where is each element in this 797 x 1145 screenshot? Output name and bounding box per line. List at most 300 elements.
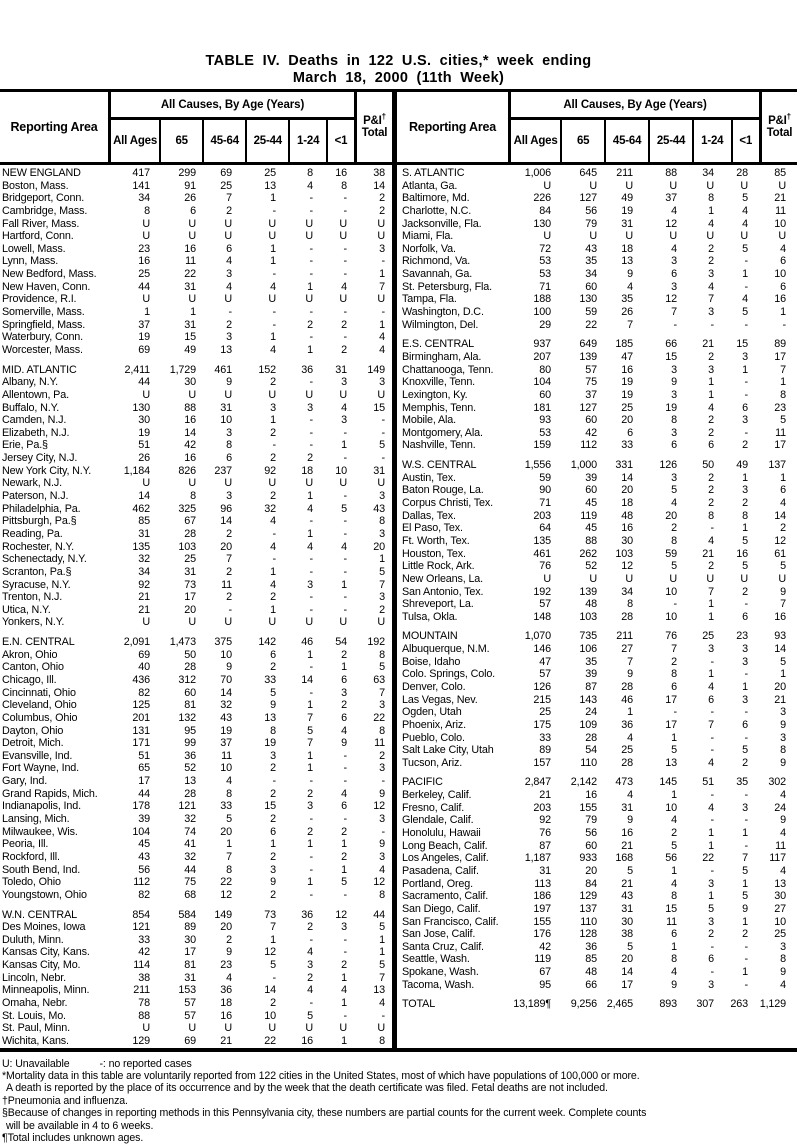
city-name-cell: San Jose, Calif.: [402, 928, 476, 941]
legend-dash: -: no reported cases: [99, 1057, 192, 1070]
value-cell: 2: [708, 928, 714, 941]
value-cell: 10: [665, 801, 677, 814]
value-cell: 171: [132, 737, 150, 750]
value-cell: 20: [621, 414, 633, 427]
value-cell: 4: [307, 540, 313, 553]
value-cell: -: [673, 706, 677, 719]
value-cell: 76: [539, 827, 551, 840]
value-cell: 16: [621, 363, 633, 376]
value-cell: 4: [708, 801, 714, 814]
value-cell: 69: [220, 167, 232, 179]
value-cell: 11: [185, 255, 196, 268]
value-cell: 7: [780, 363, 786, 376]
value-cell: 1: [780, 376, 786, 389]
value-cell: 16: [220, 1009, 232, 1022]
value-cell: 7: [671, 643, 677, 656]
pi-label: P&I†: [363, 112, 386, 127]
age-header-boxes: [111, 117, 354, 162]
city-name-cell: Memphis, Tenn.: [402, 401, 476, 414]
table-row: [0, 331, 392, 344]
value-cell: 933: [579, 852, 597, 865]
value-cell: 4: [307, 179, 313, 192]
value-cell: 4: [708, 680, 714, 693]
value-cell: U: [268, 477, 276, 490]
table-row: [397, 439, 797, 452]
value-cell: -: [343, 515, 347, 528]
value-cell: 1: [226, 838, 232, 851]
value-cell: 5: [627, 940, 633, 953]
table-row: [0, 800, 392, 813]
value-cell: 176: [533, 928, 551, 941]
city-name-cell: Columbus, Ohio: [2, 711, 78, 724]
city-name-cell: Des Moines, Iowa: [2, 921, 86, 934]
value-cell: 45: [585, 497, 597, 510]
value-cell: 30: [621, 534, 633, 547]
value-cell: 436: [132, 673, 150, 686]
value-cell: 43: [621, 890, 633, 903]
value-cell: 1: [742, 827, 748, 840]
value-cell: 64: [539, 522, 551, 535]
value-cell: 145: [659, 776, 677, 789]
table-row: [0, 687, 392, 700]
value-cell: 14: [774, 509, 786, 522]
value-cell: 15: [264, 800, 276, 813]
city-name-cell: Worcester, Mass.: [2, 343, 83, 356]
value-cell: 3: [708, 268, 714, 281]
value-cell: 2: [307, 971, 313, 984]
value-cell: 31: [220, 401, 232, 414]
value-cell: U: [305, 217, 313, 230]
value-cell: 2,091: [123, 636, 150, 649]
table-row: [0, 851, 392, 864]
value-cell: 197: [533, 902, 551, 915]
value-cell: U: [188, 230, 196, 243]
value-cell: 44: [373, 908, 385, 921]
value-cell: 84: [539, 204, 551, 217]
value-cell: 4: [742, 204, 748, 217]
value-cell: 37: [585, 388, 597, 401]
value-cell: 9: [627, 814, 633, 827]
value-cell: 24: [774, 801, 786, 814]
value-cell: 12: [335, 908, 347, 921]
value-cell: -: [343, 204, 347, 217]
value-cell: 1: [307, 762, 313, 775]
value-cell: 1: [379, 318, 385, 331]
value-cell: 2: [341, 343, 347, 356]
value-cell: 5: [270, 959, 276, 972]
region-section: [397, 338, 797, 452]
value-cell: 7: [226, 850, 232, 863]
value-cell: 92: [264, 464, 276, 477]
value-cell: 8: [190, 490, 196, 503]
value-cell: -: [309, 686, 313, 699]
value-cell: 18: [621, 497, 633, 510]
pi-total-header: [759, 92, 797, 162]
value-cell: 3: [780, 731, 786, 744]
value-cell: 7: [708, 585, 714, 598]
city-name-cell: Seattle, Wash.: [402, 953, 470, 966]
table-row: [0, 344, 392, 357]
value-cell: U: [268, 388, 276, 401]
value-cell: 75: [585, 376, 597, 389]
value-cell: 10: [774, 217, 786, 230]
value-cell: 5: [379, 921, 385, 934]
value-cell: 1: [708, 610, 714, 623]
value-cell: U: [543, 230, 551, 243]
value-cell: 2: [708, 484, 714, 497]
value-cell: U: [305, 477, 313, 490]
table-row: [0, 205, 392, 218]
city-name-cell: Austin, Tex.: [402, 471, 456, 484]
value-cell: 34: [138, 192, 150, 205]
value-cell: 59: [585, 306, 597, 319]
value-cell: 142: [258, 636, 276, 649]
table-row: [0, 972, 392, 985]
value-cell: -: [309, 376, 313, 389]
value-cell: 1: [742, 877, 748, 890]
value-cell: 146: [533, 643, 551, 656]
city-name-cell: Baton Rouge, La.: [402, 484, 484, 497]
value-cell: 159: [533, 439, 551, 452]
value-cell: U: [706, 572, 714, 585]
value-cell: 63: [373, 673, 385, 686]
value-cell: 19: [621, 376, 633, 389]
value-cell: 2: [270, 888, 276, 901]
col-header-65: 65: [562, 120, 606, 162]
value-cell: 57: [585, 363, 597, 376]
region-name-cell: W.N. CENTRAL: [2, 908, 77, 921]
value-cell: 3: [671, 426, 677, 439]
value-cell: 203: [533, 509, 551, 522]
value-cell: 21: [621, 877, 633, 890]
table-row: [397, 192, 797, 205]
table-row: [397, 916, 797, 929]
value-cell: 36: [220, 984, 232, 997]
footnote-line: will be available in 4 to 6 weeks.: [6, 1119, 154, 1132]
value-cell: U: [339, 477, 347, 490]
value-cell: U: [778, 572, 786, 585]
value-cell: 30: [138, 414, 150, 427]
table-row: [397, 814, 797, 827]
value-cell: 1,729: [169, 363, 196, 376]
table-row: [0, 180, 392, 193]
value-cell: 39: [138, 813, 150, 826]
value-cell: 3: [341, 376, 347, 389]
value-cell: 44: [138, 280, 150, 293]
value-cell: 80: [539, 363, 551, 376]
value-cell: 43: [220, 711, 232, 724]
value-cell: -: [343, 762, 347, 775]
footnote-line: A death is reported by the place of its occurrence and by the week that the death certificate was filed. Fetal deaths are not included.: [6, 1082, 608, 1095]
table-row: [0, 465, 392, 478]
value-cell: 2: [270, 850, 276, 863]
table-row: [0, 649, 392, 662]
table-left-half: [0, 89, 392, 1048]
value-cell: U: [142, 1022, 150, 1035]
value-cell: 10: [220, 414, 232, 427]
value-cell: 3: [379, 762, 385, 775]
value-cell: 16: [184, 452, 196, 465]
table-row: [0, 553, 392, 566]
value-cell: 207: [533, 350, 551, 363]
value-cell: 2: [671, 522, 677, 535]
pi-total-label: Total: [361, 127, 388, 139]
value-cell: 4: [341, 724, 347, 737]
city-name-cell: Las Vegas, Nev.: [402, 693, 478, 706]
value-cell: 52: [184, 762, 196, 775]
col-header-under-1: <1: [334, 134, 348, 147]
value-cell: 2,142: [570, 776, 597, 789]
value-cell: 11: [666, 915, 677, 928]
value-cell: 35: [585, 255, 597, 268]
col-header-45-64: 45-64: [606, 120, 650, 162]
city-name-cell: Reading, Pa.: [2, 527, 63, 540]
city-name-cell: Wichita, Kans.: [2, 1034, 69, 1047]
value-cell: -: [673, 598, 677, 611]
footnote-line: *Mortality data in this table are voluntarily reported from 122 cities in the United States, most of which have populations of 100,000 or more.: [2, 1069, 640, 1082]
value-cell: 4: [379, 863, 385, 876]
value-cell: 60: [585, 839, 597, 852]
value-cell: 262: [579, 547, 597, 560]
value-cell: 4: [226, 255, 232, 268]
value-cell: 5: [780, 414, 786, 427]
value-cell: 28: [736, 167, 748, 179]
city-name-cell: San Antonio, Tex.: [402, 585, 484, 598]
value-cell: 1: [307, 343, 313, 356]
city-name-cell: Chicago, Ill.: [2, 673, 57, 686]
table-row: [0, 490, 392, 503]
city-name-cell: Cincinnati, Ohio: [2, 686, 76, 699]
value-cell: 54: [335, 636, 347, 649]
table-row: [397, 706, 797, 719]
value-cell: 25: [774, 928, 786, 941]
value-cell: 29: [539, 318, 551, 331]
value-cell: U: [224, 616, 232, 629]
value-cell: 49: [621, 192, 633, 205]
value-cell: 4: [780, 789, 786, 802]
value-cell: 203: [533, 801, 551, 814]
value-cell: 1: [270, 414, 276, 427]
value-cell: -: [744, 731, 748, 744]
value-cell: 48: [585, 598, 597, 611]
value-cell: -: [309, 565, 313, 578]
value-cell: 11: [221, 749, 232, 762]
value-cell: 8: [671, 534, 677, 547]
value-cell: 1: [708, 839, 714, 852]
value-cell: 21: [138, 591, 150, 604]
value-cell: 31: [184, 565, 196, 578]
value-cell: 121: [178, 800, 196, 813]
value-cell: -: [309, 661, 313, 674]
value-cell: -: [744, 598, 748, 611]
value-cell: 4: [780, 978, 786, 991]
value-cell: 33: [264, 673, 276, 686]
table-row: [397, 414, 797, 427]
table-row: [397, 643, 797, 656]
value-cell: 1: [341, 863, 347, 876]
value-cell: -: [228, 306, 232, 319]
value-cell: 192: [533, 585, 551, 598]
value-cell: 137: [579, 902, 597, 915]
city-name-cell: Hartford, Conn.: [2, 230, 74, 243]
value-cell: 31: [138, 527, 150, 540]
city-name-cell: Milwaukee, Wis.: [2, 825, 78, 838]
value-cell: 26: [621, 306, 633, 319]
value-cell: 51: [702, 776, 714, 789]
footnote: [0, 1095, 797, 1107]
value-cell: 37: [665, 192, 677, 205]
value-cell: 14: [138, 490, 150, 503]
value-cell: 15: [373, 401, 385, 414]
value-cell: 110: [580, 915, 597, 928]
value-cell: 3: [341, 414, 347, 427]
region-name-cell: PACIFIC: [402, 776, 443, 789]
value-cell: 4: [780, 827, 786, 840]
value-cell: 13,189¶: [513, 998, 551, 1011]
value-cell: 5: [671, 744, 677, 757]
value-cell: 21: [621, 839, 633, 852]
table-row: [397, 319, 797, 332]
value-cell: 33: [621, 439, 633, 452]
value-cell: 25: [264, 167, 276, 179]
value-cell: 17: [184, 946, 196, 959]
city-name-cell: Springfield, Mass.: [2, 318, 86, 331]
table-row: [397, 878, 797, 891]
value-cell: -: [343, 603, 347, 616]
value-cell: 4: [307, 984, 313, 997]
city-name-cell: Fresno, Calif.: [402, 801, 465, 814]
value-cell: U: [377, 230, 385, 243]
value-cell: 19: [621, 388, 633, 401]
value-cell: 8: [671, 668, 677, 681]
city-name-cell: Yonkers, N.Y.: [2, 616, 65, 629]
value-cell: 5: [627, 864, 633, 877]
value-cell: 8: [379, 888, 385, 901]
col-header-1-24: 1-24: [694, 120, 732, 162]
value-cell: U: [778, 179, 786, 192]
value-cell: 60: [585, 280, 597, 293]
value-cell: 2: [708, 414, 714, 427]
city-name-cell: Pasadena, Calif.: [402, 864, 479, 877]
value-cell: 2: [379, 749, 385, 762]
value-cell: 34: [702, 167, 714, 179]
value-cell: 8: [671, 890, 677, 903]
city-name-cell: Detroit, Mich.: [2, 737, 64, 750]
value-cell: -: [343, 306, 347, 319]
value-cell: 155: [533, 915, 551, 928]
value-cell: 126: [659, 459, 677, 472]
value-cell: -: [343, 749, 347, 762]
reporting-area-header: Reporting Area: [0, 92, 111, 162]
value-cell: 8: [671, 953, 677, 966]
value-cell: 854: [132, 908, 150, 921]
value-cell: 57: [539, 598, 551, 611]
value-cell: 16: [585, 789, 597, 802]
value-cell: 113: [534, 877, 551, 890]
city-name-cell: Trenton, N.J.: [2, 591, 63, 604]
value-cell: 1: [742, 680, 748, 693]
value-cell: 84: [585, 877, 597, 890]
value-cell: 27: [621, 643, 633, 656]
table-row: [397, 535, 797, 548]
value-cell: 461: [533, 547, 551, 560]
value-cell: 4: [270, 540, 276, 553]
value-cell: U: [740, 179, 748, 192]
value-cell: 4: [671, 814, 677, 827]
value-cell: 27: [774, 902, 786, 915]
value-cell: 1: [379, 553, 385, 566]
value-cell: 8: [742, 509, 748, 522]
value-cell: U: [339, 217, 347, 230]
value-cell: -: [710, 706, 714, 719]
region-section: [397, 167, 797, 331]
value-cell: U: [305, 616, 313, 629]
value-cell: 1,473: [169, 636, 196, 649]
value-cell: U: [188, 477, 196, 490]
value-cell: 13: [665, 756, 677, 769]
table-row: [397, 402, 797, 415]
value-cell: 93: [774, 630, 786, 643]
table-row: [397, 611, 797, 624]
value-cell: -: [272, 775, 276, 788]
value-cell: U: [339, 388, 347, 401]
value-cell: 20: [373, 540, 385, 553]
value-cell: -: [710, 814, 714, 827]
value-cell: 1,070: [524, 630, 551, 643]
value-cell: 57: [539, 668, 551, 681]
value-cell: 4: [307, 502, 313, 515]
value-cell: 3: [379, 376, 385, 389]
value-cell: 54: [585, 744, 597, 757]
value-cell: 31: [373, 464, 385, 477]
city-name-cell: Baltimore, Md.: [402, 192, 470, 205]
value-cell: 1: [341, 661, 347, 674]
value-cell: 5: [742, 744, 748, 757]
value-cell: 85: [138, 515, 150, 528]
value-cell: 3: [379, 813, 385, 826]
value-cell: 1: [708, 388, 714, 401]
value-cell: 8: [226, 439, 232, 452]
value-cell: 31: [539, 864, 551, 877]
value-cell: 19: [264, 737, 276, 750]
region-section: [0, 636, 392, 901]
value-cell: 7: [627, 655, 633, 668]
city-name-cell: Cleveland, Ohio: [2, 699, 77, 712]
value-cell: 36: [301, 363, 313, 376]
city-name-cell: Miami, Fla.: [402, 230, 454, 243]
value-cell: 117: [769, 852, 786, 865]
value-cell: 82: [138, 686, 150, 699]
value-cell: 211: [133, 984, 150, 997]
table-row: [0, 281, 392, 294]
value-cell: 34: [138, 565, 150, 578]
value-cell: -: [744, 376, 748, 389]
value-cell: 2: [780, 522, 786, 535]
value-cell: 2: [341, 648, 347, 661]
value-cell: 16: [774, 610, 786, 623]
value-cell: 1: [780, 471, 786, 484]
value-cell: 4: [708, 280, 714, 293]
value-cell: 2: [341, 850, 347, 863]
table-row: [0, 192, 392, 205]
value-cell: 13: [621, 255, 633, 268]
value-cell: 302: [768, 776, 786, 789]
value-cell: 4: [627, 280, 633, 293]
value-cell: 5: [226, 813, 232, 826]
value-cell: 130: [579, 293, 597, 306]
value-cell: 6: [742, 401, 748, 414]
value-cell: 375: [214, 636, 232, 649]
